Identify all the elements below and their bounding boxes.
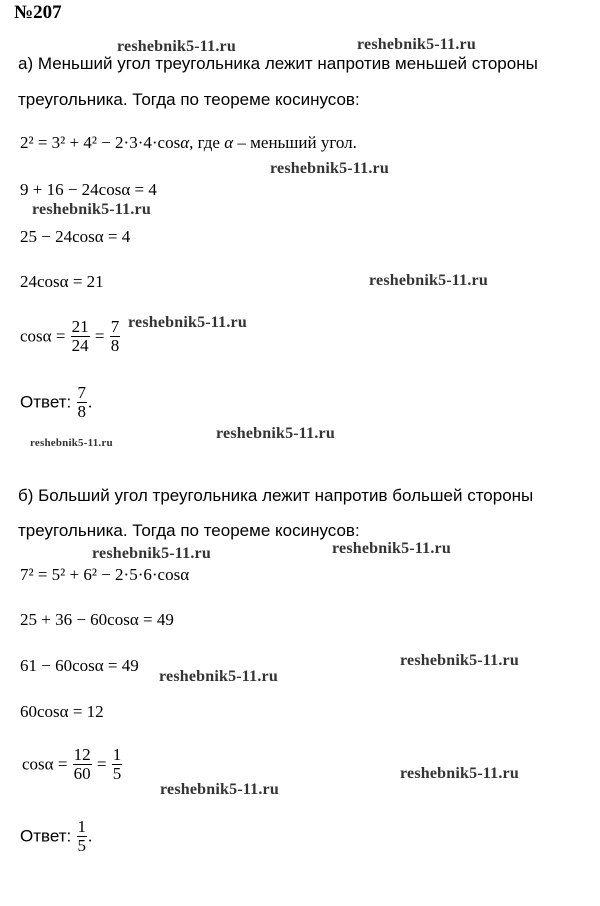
part-a-eq1-rest: – меньший угол. <box>237 133 357 152</box>
part-a-equation-5: cosα = $\frac{21}{24}$ = $\frac{7}{8}$ <box>20 317 120 355</box>
fraction-1-5: $\frac{1}{5}$ <box>112 745 122 783</box>
answer-fraction: $\frac{1}{5}$ <box>77 817 86 855</box>
part-a-equation-1 <box>20 133 357 153</box>
part-b-equation-2: 25 + 36 − 60cosα = 49 <box>20 610 174 629</box>
alpha-symbol: α <box>180 133 190 152</box>
answer-label: Ответ: <box>20 826 72 846</box>
fraction-7-8: $\frac{7}{8}$ <box>110 317 120 355</box>
watermark: reshebnik5-11.ru <box>159 668 278 685</box>
part-b-equation-4: 60cosα = 12 <box>20 702 104 721</box>
watermark: reshebnik5-11.ru <box>92 545 211 562</box>
answer-fraction: $\frac{7}{8}$ <box>77 383 86 421</box>
part-a-equation-4: 24cosα = 21 <box>20 272 104 291</box>
part-a-eq1-main: 2² = 3² + 4² − 2·3·4·cos <box>20 133 181 152</box>
alpha-symbol: α <box>224 133 234 152</box>
watermark: reshebnik5-11.ru <box>128 314 247 331</box>
part-a-equation-3: 25 − 24cosα = 4 <box>20 227 131 246</box>
part-b-equation-1: 7² = 5² + 6² − 2·5·6·cosα <box>20 565 190 584</box>
part-b-equation-3: 61 − 60cosα = 49 <box>20 656 139 675</box>
watermark: reshebnik5-11.ru <box>400 652 519 669</box>
part-a-eq5-lhs: cosα = <box>20 326 66 346</box>
part-a-eq1-tail: , где <box>189 133 220 152</box>
part-b-equation-5: cosα = $\frac{12}{60}$ = $\frac{1}{5}$ <box>22 745 122 783</box>
answer-label: Ответ: <box>20 392 72 412</box>
part-b-answer: Ответ: $\frac{1}{5}$ . <box>20 817 93 855</box>
part-a-intro-line2: треугольника. Тогда по теореме косинусов: <box>18 90 360 109</box>
problem-number: №207 <box>14 2 62 23</box>
watermark: reshebnik5-11.ru <box>357 36 476 53</box>
part-a-equation-2: 9 + 16 − 24cosα = 4 <box>20 180 157 199</box>
watermark: reshebnik5-11.ru <box>117 38 236 55</box>
part-b-intro-line2: треугольника. Тогда по теореме косинусов: <box>18 521 360 540</box>
watermark: reshebnik5-11.ru <box>400 765 519 782</box>
watermark: reshebnik5-11.ru <box>270 160 389 177</box>
watermark: reshebnik5-11.ru <box>30 437 113 449</box>
fraction-12-60: $\frac{12}{60}$ <box>73 745 91 783</box>
part-b-intro-line1: б) Больший угол треугольника лежит напротив большей стороны <box>18 486 534 505</box>
watermark: reshebnik5-11.ru <box>332 540 451 557</box>
watermark: reshebnik5-11.ru <box>369 272 488 289</box>
part-a-intro-line1: а) Меньший угол треугольника лежит напротив меньшей стороны <box>18 54 538 73</box>
fraction-21-24: $\frac{21}{24}$ <box>71 317 89 355</box>
part-b-eq5-lhs: cosα = <box>22 754 68 774</box>
watermark: reshebnik5-11.ru <box>160 781 279 798</box>
watermark: reshebnik5-11.ru <box>216 425 335 442</box>
part-a-answer: Ответ: $\frac{7}{8}$ . <box>20 383 93 421</box>
watermark: reshebnik5-11.ru <box>32 201 151 218</box>
